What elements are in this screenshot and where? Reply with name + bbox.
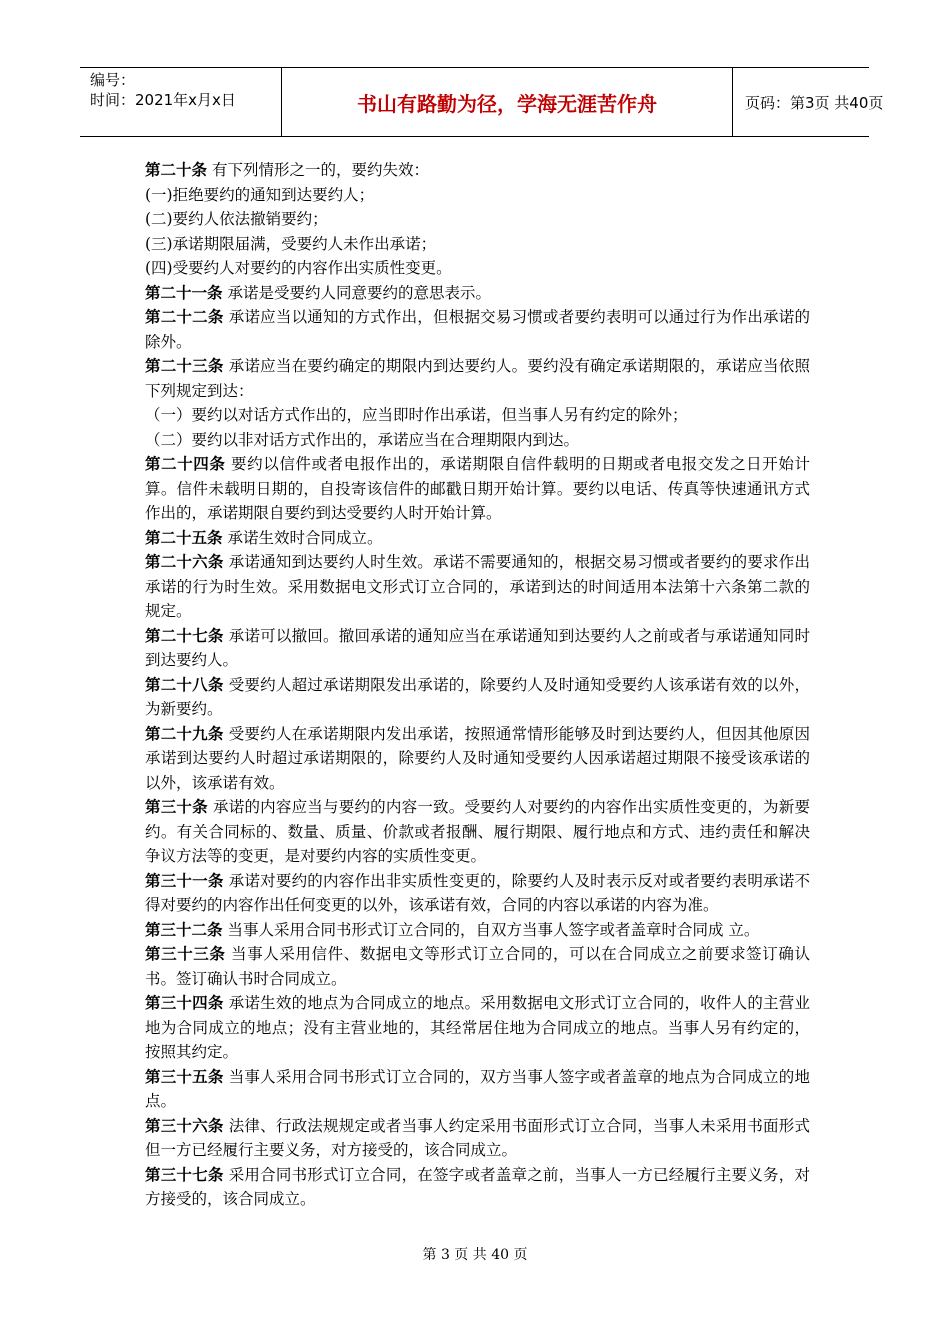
article-31 [145,869,810,918]
document-body [145,158,810,1212]
page-footer: 第 3 页 共 40 页 [422,1247,528,1263]
article-title: 第二十五条 [145,527,223,547]
article-title: 第三十五条 [145,1066,224,1086]
article-text: 有下列情形之一的，要约失效： [207,161,429,179]
article-title: 第三十一条 [145,870,224,890]
article-text: 受要约人在承诺期限内发出承诺，按照通常情形能够及时到达要约人，但因其他原因承诺到达要约人时超过承诺期限的，除要约人及时通知受要约人因承诺超过期限不接受该承诺的以外，该承诺有效。 [145,724,810,792]
article-title: 第二十二条 [145,307,224,326]
article-title: 第二十八条 [145,674,224,694]
article-24 [145,452,810,526]
article-title: 第三十三条 [145,944,226,963]
article-title: 第三十七条 [145,1164,224,1184]
article-22 [145,305,810,354]
article-text: 法律、行政法规规定或者当事人约定采用书面形式订立合同，当事人未采用书面形式但一方已经履行主要义务，对方接受的，该合同成立。 [145,1116,810,1159]
clause-item: (二)要约人依法撤销要约； [145,210,328,228]
article-28 [145,673,810,722]
clause-item: （二）要约以非对话方式作出的，承诺应当在合理期限内到达。 [145,430,580,449]
header-meta-cell [80,68,282,136]
document-number: 编号： [90,71,136,89]
article-title: 第三十二条 [145,919,223,939]
article-text: 承诺生效的地点为合同成立的地点。采用数据电文形式订立合同的，收件人的主营业地为合同成立的地点；没有主营业地的，其经常居住地为合同成立的地点。当事人另有约定的，按照其约定。 [145,994,810,1061]
article-20 [145,158,810,183]
article-text: 承诺的内容应当与要约的内容一致。受要约人对要约的内容作出实质性变更的，为新要约。有关合同标的、数量、质量、价款或者报酬、履行期限、履行地点和方式、违约责任和解决争议方法等的变更，是对要约内容的实质性变更。 [145,798,810,865]
clause-item: （一）要约以对话方式作出的，应当即时作出承诺，但当事人另有约定的除外； [145,406,688,424]
header-motto-cell [282,68,733,136]
article-29 [145,722,810,796]
article-34 [145,991,810,1065]
article-30 [145,795,810,869]
document-time: 时间：2021年x月x日 [90,91,236,109]
article-title: 第二十一条 [145,282,223,302]
clause-item: (一)拒绝要约的通知到达要约人； [145,185,375,204]
article-36 [145,1114,810,1163]
header-page-cell [733,68,884,136]
header-motto: 书山有路勤为径，学海无涯苦作舟 [357,92,657,116]
article-title: 第二十条 [145,160,208,179]
article-21 [145,281,810,306]
article-title: 第二十七条 [145,625,224,645]
article-23 [145,354,810,403]
clause-item: (四)受要约人对要约的内容作出实质性变更。 [145,259,452,277]
article-text: 承诺生效时合同成立。 [222,528,383,547]
article-text: 当事人采用合同书形式订立合同的，双方当事人签字或者盖章的地点为合同成立的地点。 [145,1067,810,1110]
header-table [80,67,884,137]
article-32 [145,918,810,943]
article-text: 承诺对要约的内容作出非实质性变更的，除要约人及时表示反对或者要约表明承诺不得对要约的内容作出任何变更的以外，该承诺有效，合同的内容以承诺的内容为准。 [145,871,810,914]
article-text: 当事人采用合同书形式订立合同的，自双方当事人签字或者盖章时合同成 立。 [222,920,760,939]
article-text: 要约以信件或者电报作出的，承诺期限自信件载明的日期或者电报交发之日开始计算。信件未载明日期的，自投寄该信件的邮戳日期开始计算。要约以电话、传真等快速通讯方式作出的，承诺期限自要约到达受要约人时开始计算。 [145,455,810,522]
article-25 [145,526,810,551]
article-text: 承诺通知到达要约人时生效。承诺不需要通知的，根据交易习惯或者要约的要求作出承诺的行为时生效。采用数据电文形式订立合同的，承诺到达的时间适用本法第十六条第二款的规定。 [145,553,810,620]
article-text: 承诺是受要约人同意要约的意思表示。 [222,283,491,302]
article-title: 第三十条 [145,797,208,816]
article-title: 第三十四条 [145,993,224,1012]
header-page-number: 页码：第3页 共40页 [745,94,884,112]
article-27 [145,624,810,673]
article-text: 采用合同书形式订立合同，在签字或者盖章之前，当事人一方已经履行主要义务，对方接受的，该合同成立。 [145,1165,810,1208]
article-26 [145,550,810,624]
article-text: 承诺可以撤回。撤回承诺的通知应当在承诺通知到达要约人之前或者与承诺通知同时到达要约人。 [145,626,810,669]
clause-item: (三)承诺期限届满，受要约人未作出承诺； [145,234,437,253]
article-33 [145,942,810,991]
article-text: 承诺应当以通知的方式作出，但根据交易习惯或者要约表明可以通过行为作出承诺的除外。 [145,308,810,351]
article-title: 第二十九条 [145,723,224,743]
article-title: 第二十四条 [145,454,226,473]
article-35 [145,1065,810,1114]
article-title: 第二十六条 [145,552,224,571]
article-title: 第三十六条 [145,1115,224,1135]
article-text: 当事人采用信件、数据电文等形式订立合同的，可以在合同成立之前要求签订确认书。签订确认书时合同成立。 [145,945,810,988]
article-title: 第二十三条 [145,356,224,375]
article-37 [145,1163,810,1212]
article-text: 承诺应当在要约确定的期限内到达要约人。要约没有确定承诺期限的，承诺应当依照下列规定到达： [145,357,810,400]
article-text: 受要约人超过承诺期限发出承诺的，除要约人及时通知受要约人该承诺有效的以外，为新要约。 [145,675,810,718]
